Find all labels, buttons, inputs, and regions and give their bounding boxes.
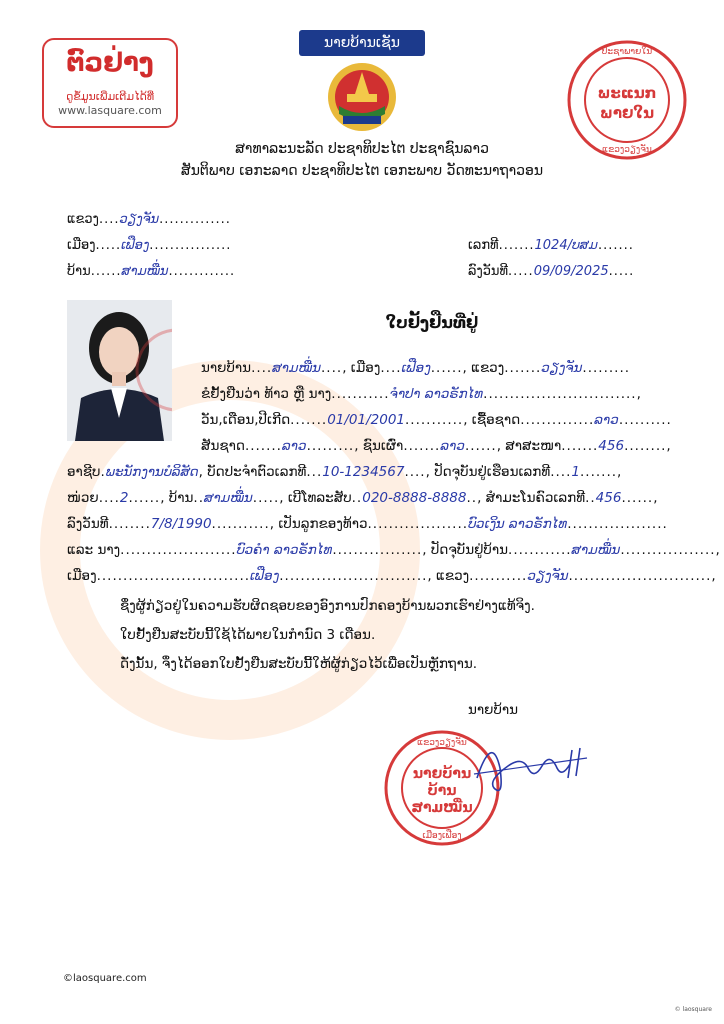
stamp-ring-bottom: ເມືອງເຟືອງ: [422, 831, 462, 841]
closing-paragraph-3: ດັ່ງນັ້ນ, ຈຶ່ງໄດ້ອອກໃບຢັ້ງຢືນສະບັບນີ້ໃຫ້ຜູ້ກ່ຽວໄວ້ເພື່ອເປັນຫຼັກຖານ.: [120, 656, 478, 672]
census-number-value: 456: [595, 490, 622, 506]
national-emblem-icon: [325, 60, 399, 134]
date-label: ລົງວັນທີ: [468, 264, 509, 279]
text: ນາຍບ້ານ: [201, 360, 252, 376]
nation-motto: ສັນຕິພາບ ເອກະລາດ ປະຊາທິປະໄຕ ເອກະພາບ ວັດທະນາຖາວອນ: [180, 163, 544, 179]
text: ວັນ,ເດືອນ,ປີເກີດ: [201, 412, 291, 428]
person-name-value: ຈໍາປາ ລາວຣັກໄທ: [389, 386, 484, 402]
village-value: ສາມໝື່ນ: [121, 264, 169, 279]
body-line-1: ນາຍບ້ານ....ສາມໝື່ນ...., ເມືອງ....ເຟືອງ......, ແຂວງ.......ວຽງຈັນ.........: [201, 360, 631, 376]
date-field: ລົງວັນທີ.....09/09/2025.....: [468, 264, 635, 279]
village-value: ສາມໝື່ນ: [204, 490, 253, 506]
body-line-6: ໜ່ວຍ....2......, ບ້ານ..ສາມໝື່ນ....., ເບີໂທລະສັບ..020-8888-8888.., ສໍາມະໂນຄົວເລກທີ..456......,: [67, 490, 659, 506]
text: , ແຂວງ: [427, 568, 470, 584]
text: ຂໍຢັ້ງຢືນວ່າ ທ້າວ ຫຼື ນາງ: [201, 386, 332, 402]
text: ເມືອງ: [67, 568, 97, 584]
stamp-line1: ພະແນກ: [597, 84, 657, 102]
village-chief-stamp: [382, 728, 612, 848]
number-label: ເລກທີ: [468, 238, 499, 253]
signature-label: ນາຍບ້ານ: [468, 702, 519, 718]
sample-stamp-url: www.lasquare.com: [58, 104, 162, 117]
phone-value: 020-8888-8888: [362, 490, 467, 506]
ethnicity-value: ລາວ: [594, 412, 619, 428]
text: , ປັດຈຸບັນຢູ່ບ້ານ: [422, 542, 509, 558]
text: ສັນຊາດ: [201, 438, 245, 454]
id-number-value: 10-1234567: [322, 464, 405, 480]
text: ແລະ ນາງ: [67, 542, 121, 558]
body-line-7: ລົງວັນທີ........7/8/1990..........., ເປັນລູກຂອງທ້າວ...................ບົວເງິນ ລາວຣັກໄທ...................: [67, 516, 668, 532]
text: , ແຂວງ: [462, 360, 505, 376]
header-badge: ນາຍບ້ານເຊັນ: [299, 30, 425, 56]
sample-stamp: [42, 38, 178, 128]
number-field: ເລກທີ.......1024/ບສມ.......: [468, 238, 634, 253]
issue-date-value: 7/8/1990: [150, 516, 212, 532]
text: , ເຊື້ອຊາດ: [463, 412, 521, 428]
body-line-4: ສັນຊາດ.......ລາວ........., ຊົນເຜົ່າ.......ລາວ......, ສາສະໜາ.......456........,: [201, 438, 672, 454]
body-line-3: ວັນ,ເດືອນ,ປີເກີດ.......01/01/2001..........., ເຊື້ອຊາດ..............ລາວ..........: [201, 412, 672, 428]
nation-title: ສາທາລະນະລັດ ປະຊາທິປະໄຕ ປະຊາຊົນລາວ: [235, 141, 489, 157]
birth-date-value: 01/01/2001: [327, 412, 405, 428]
occupation-value: ພະນັກງານບໍລິສັດ: [105, 464, 199, 480]
stamp-ring-top: ແຂວງວຽງຈັນ: [417, 738, 467, 748]
department-stamp: [565, 38, 689, 162]
province-value: ວຽງຈັນ: [541, 360, 583, 376]
stamp-line2: ບ້ານ: [427, 783, 457, 799]
sample-stamp-note: ດູຂໍ້ມູນເພີ່ມເຕີມໄດ້ທີ່: [65, 90, 155, 103]
body-line-8: ແລະ ນາງ......................ບົວຄໍາ ລາວຣັກໄທ................., ປັດຈຸບັນຢູ່ບ້ານ............ສາມໝື່ນ..................,: [67, 542, 721, 558]
village-field: ບ້ານ......ສາມໝື່ນ.............: [67, 264, 236, 279]
district-value: ເຟືອງ: [121, 238, 150, 253]
text: , ບ້ານ: [160, 490, 194, 506]
text: , ເມືອງ: [342, 360, 381, 376]
district-label: ເມືອງ: [67, 238, 96, 253]
text: , ສໍາມະໂນຄົວເລກທີ: [477, 490, 586, 506]
text: ລົງວັນທີ: [67, 516, 109, 532]
date-value: 09/09/2025: [533, 264, 609, 279]
stamp-ring-bottom: ແຂວງວຽງຈັນ: [602, 145, 652, 155]
village-value: ສາມໝື່ນ: [272, 360, 322, 376]
stamp-line2: ພາຍໃນ: [599, 104, 655, 122]
religion-value: 456: [598, 438, 625, 454]
text: ໜ່ວຍ: [67, 490, 99, 506]
text: ອາຊີບ: [67, 464, 101, 480]
nationality-value: ລາວ: [281, 438, 307, 454]
province-field: ແຂວງ....ວຽງຈັນ..............: [67, 212, 231, 227]
stamp-line1: ນາຍບ້ານ: [412, 766, 472, 782]
current-village-value: ສາມໝື່ນ: [571, 542, 621, 558]
signature-scribble: [477, 748, 580, 791]
text: , ບັດປະຈໍາຕົວເລກທີ: [198, 464, 307, 480]
number-value: 1024/ບສມ: [534, 238, 598, 253]
district-field: ເມືອງ.....ເຟືອງ................: [67, 238, 232, 253]
text: , ເບີໂທລະສັບ: [279, 490, 352, 506]
text: , ຊົນເຜົ່າ: [354, 438, 404, 454]
text: , ເປັນລູກຂອງທ້າວ: [269, 516, 368, 532]
village-label: ບ້ານ: [67, 264, 91, 279]
small-copyright: © laosquare: [674, 1006, 712, 1013]
body-line-9: ເມືອງ.............................ເຟືອງ............................, ແຂວງ...........ວຽງຈັນ...........................,: [67, 568, 717, 584]
house-number-value: 1: [571, 464, 580, 480]
stamp-ring-top: ປະຊາພາຍໃນ: [601, 47, 653, 57]
closing-paragraph-2: ໃບຢັ້ງຢືນສະບັບນີ້ໃຊ້ໄດ້ພາຍໃນກໍານົດ 3 ເດືອນ.: [120, 627, 376, 643]
mother-name-value: ບົວຄໍາ ລາວຣັກໄທ: [236, 542, 333, 558]
body-line-2: ຂໍຢັ້ງຢືນວ່າ ທ້າວ ຫຼື ນາງ...........ຈໍາປາ ລາວຣັກໄທ.............................,: [201, 386, 642, 402]
father-name-value: ບົວເງິນ ລາວຣັກໄທ: [468, 516, 568, 532]
district-value: ເຟືອງ: [250, 568, 280, 584]
closing-paragraph-1: ຊຶ່ງຜູ້ກ່ຽວຢູ່ໃນຄວາມຮັບຜິດຊອບຂອງອົງການປົກຄອງບ້ານພວກເຮົາຢ່າງແທ້ຈິງ.: [120, 598, 535, 614]
district-value: ເຟືອງ: [401, 360, 431, 376]
province-value: ວຽງຈັນ: [119, 212, 160, 227]
body-line-5: ອາຊີບ.ພະນັກງານບໍລິສັດ, ບັດປະຈໍາຕົວເລກທີ...10-1234567...., ປັດຈຸບັນຢູ່ເຮືອນເລກທີ....1.......,: [67, 464, 623, 480]
province-label: ແຂວງ: [67, 212, 99, 227]
tribe-value: ລາວ: [440, 438, 465, 454]
text: , ສາສະໜາ: [496, 438, 562, 454]
document-title: ໃບຢັ້ງຢືນທີ່ຢູ່: [385, 313, 479, 332]
unit-value: 2: [119, 490, 129, 506]
text: , ປັດຈຸບັນຢູ່ເຮືອນເລກທີ: [425, 464, 551, 480]
sample-stamp-title: ຕົວຢ່າງ: [66, 48, 154, 78]
stamp-line3: ສາມໝື່ນ: [411, 800, 473, 816]
footer-copyright: ©laosquare.com: [63, 973, 147, 984]
province-value: ວຽງຈັນ: [527, 568, 569, 584]
